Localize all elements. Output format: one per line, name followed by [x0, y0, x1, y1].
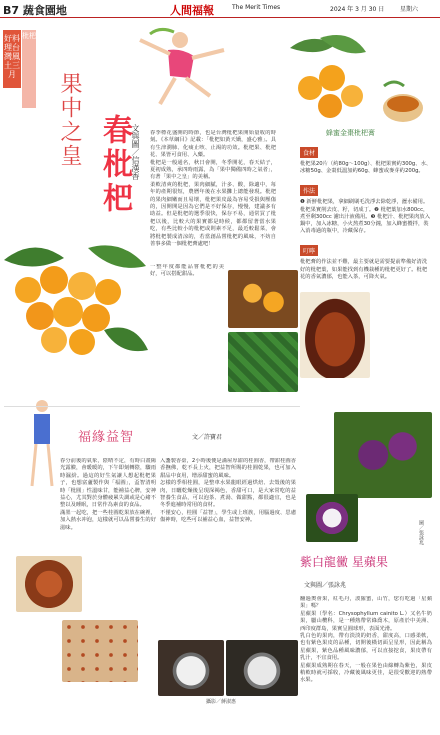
paragraph: 星蘋果（學名：Chrysophyllum cainito L.）又名牛奶果，屬山欖科，是一種熱帶常綠喬木，原產於中美洲、西印度群島，果實呈圓球形，表面光滑。 — [300, 610, 432, 632]
paragraph: 枇杷是一般通名，秋日會開，冬季開花，春天結子，夏初成熟，承四時雨露，為「果中獨備四時之氣者」，有著「果中之皇」的美稱。 — [150, 159, 276, 181]
article-title: 春枇杷 — [97, 114, 132, 216]
article2-title: 福緣益智 — [78, 430, 135, 445]
paragraph: 怎樣的季相桂圓，是整車水果龍眼經過烘焙、去殼後的果肉，日曬乾燥後呈現深褐色，香甜可口，是大家常吃的益智養生食品，可以泡茶、煮湯、做甜點，都很適宜，也是冬季進補時常用的食材。 — [160, 480, 296, 509]
issue-date: 2024 年 3 月 30 日 — [330, 6, 385, 13]
steps-label: 作法 — [300, 185, 318, 196]
star-apple-cut-photo — [306, 494, 358, 542]
article3-author: 文與圖／張詠兆 — [304, 582, 347, 589]
tips-text: 枇杷膏的作法並不難，最主要就是需要提前準備好清洗好的枇杷葉，如果能找到有機栽種的枇杷更好了。枇杷花的香氣濃郁，也能入茶，可降火氣。 — [300, 259, 428, 280]
loquat-branch-illustration — [280, 28, 372, 124]
honey-bowl-illustration — [380, 76, 426, 126]
paragraph: 入盞製香臺，2小時後便是滿屋厚甜的桂圓香，帶甜桂圓香香撫佛，乾不長上火，把益智所賜的桂圓乾果，也可加入甜品中食用，增添甜蜜的風味。 — [160, 458, 296, 479]
article2-body-continued — [160, 458, 296, 636]
longan-tray-photo — [62, 620, 138, 682]
recipe-box — [300, 140, 432, 284]
article3-body — [300, 596, 432, 714]
star-apple-credit: 圖／張詠兆 — [418, 520, 424, 545]
photo-credit: 攝影／蔣淑惠 — [206, 699, 237, 705]
paragraph: 不僅安心，桂圓「益智」，學生或上班族，用腦過度、思慮傷神時，吃些可以補益心血，益智安神。 — [160, 509, 296, 524]
tips-label: 叮嚀 — [300, 245, 318, 256]
paragraph: 翻過奧會果，紅毛丹，波羅蜜，山竹，您有吃過「星蘋果」嗎？ — [300, 596, 432, 610]
page-header — [0, 0, 440, 18]
longan-bowl-photo — [158, 640, 224, 696]
section-divider — [4, 406, 300, 407]
steps-text: ❶ 新鮮枇杷果，拿細刷刷毛洗淨去除乾淨，瀝水備用。枇杷果實削去皮、籽，切成丁。❷ 枇杷葉加水800cc，煮至剩300cc 濾出汁液備用。❸ 枇杷汁、枇杷果肉放入鍋中，加入冰糖，小火熬煮30分鐘，加入蜂蜜攪拌，裝入消毒過的瓶中，冷藏保存。 — [300, 199, 430, 235]
masthead-logo: 人間福報 — [170, 4, 214, 17]
column-tag: 枇杷 — [22, 30, 36, 108]
issue-weekday: 星期六 — [400, 6, 419, 13]
paragraph: 滿墨一起吃，把一些桂圓乾果放在碗裡，加入熱水冲泡，這樣就可以品嘗養生的好滋味。 — [60, 509, 156, 531]
longan-pot-photo — [16, 556, 82, 612]
honey-caption: 蜂蜜金棗枇杷膏 — [326, 129, 375, 137]
article2-author: 文／許寶君 — [192, 434, 223, 441]
article-body-continued — [150, 264, 224, 388]
article-author: 文與圖／信漢香 — [131, 124, 140, 180]
paragraph: 柔軟清爽的枇杷，果肉細膩，汁多、酸，除適中，每年的產期很短，農曆年後在水果攤上總能發現。枇杷的果肉細嫩而且易壞，枇杷果皮最為容易受損與壓傷的，因開開是因為它們是不好保存，慢慢，建議多有助益。但是枇杷的選季很快，保存不易，通常買了枇杷以後，比較大的果實都是時候，都都留著當水果吃，有些比較小的枇杷或則素不足，最近較鬆菜，會將枇杷製成清涼的，若當創品嘗枇杷的風味，不妨自善事多做一個枇杷膏處吧！ — [150, 181, 276, 248]
paragraph: 春季標花盛開的時節，也是台灣枇杷果開始量收的時刻。《本草綱目》記載：「枇杷如黃天嬌，盛心雅」。具有生津潤肺、化痰止咳、止渴的功效。枇杷果、枇杷花、果皆可食用、入藥。 — [150, 130, 276, 159]
masthead-english: The Merit Times — [232, 4, 281, 11]
paragraph: 春分前後的氣象，陰晴不定，有時白畫陽光露臉，會暖暖的，下午即刻轉陰，驟雨時濕紛。過這的好生氣讓人想起枇杷果子，也想富蘆製作與「福圓」，盃智清明時「枇圓」性溫味甘，能補益心脾，安神益心，尤其對於身體疲累失調或是心緒不整以及睡眠，日常作為素食的食品。 — [60, 458, 156, 509]
ingredients-text: 枇杷果20片（約80g～100g）、枇杷果實約300g、水、冰糖50g、金棗低溫加約60g、蜂蜜或麥芽約200g。 — [300, 161, 432, 175]
loquat-leaves-photo — [228, 332, 298, 392]
sliced-loquat-photo — [228, 270, 298, 328]
ingredients-label: 食材 — [300, 147, 318, 158]
article3-title: 紫白龍黴 星蘋果 — [300, 555, 388, 569]
loquat-pile-illustration — [4, 240, 148, 362]
paragraph: 一整年度都能品嘗枇杷的美好，可以搭配甜品。 — [150, 264, 224, 278]
section-label: B7 蔬食園地 — [3, 4, 67, 17]
article-subtitle: 果中之皇 — [57, 72, 82, 168]
paragraph: 星蘋果成熟期在春天，一般在果色由綠轉為紫色，果皮稍軟時就可採收，冷藏後風味更佳，是很受歡迎的熱帶水果。 — [300, 662, 432, 684]
figure-illustration — [28, 396, 56, 492]
loquat-syrup-jar-photo — [300, 292, 370, 378]
longan-bowl-photo-2 — [226, 640, 298, 696]
column-banner: 好料理台灣風土三月 — [3, 30, 21, 88]
star-apple-photo — [334, 412, 432, 498]
article-body — [150, 130, 276, 262]
paragraph: 乳白色的果肉，帶有淡淡的奶香，甜度高，口感柔軟，也有紫色果皮的品種，切開後橫切面呈星形，因此稱為星蘋果，紫色品種風味濃郁，可以直接挖食，果皮帶有乳汁，不宜食用。 — [300, 633, 432, 662]
runner-illustration — [120, 20, 240, 110]
